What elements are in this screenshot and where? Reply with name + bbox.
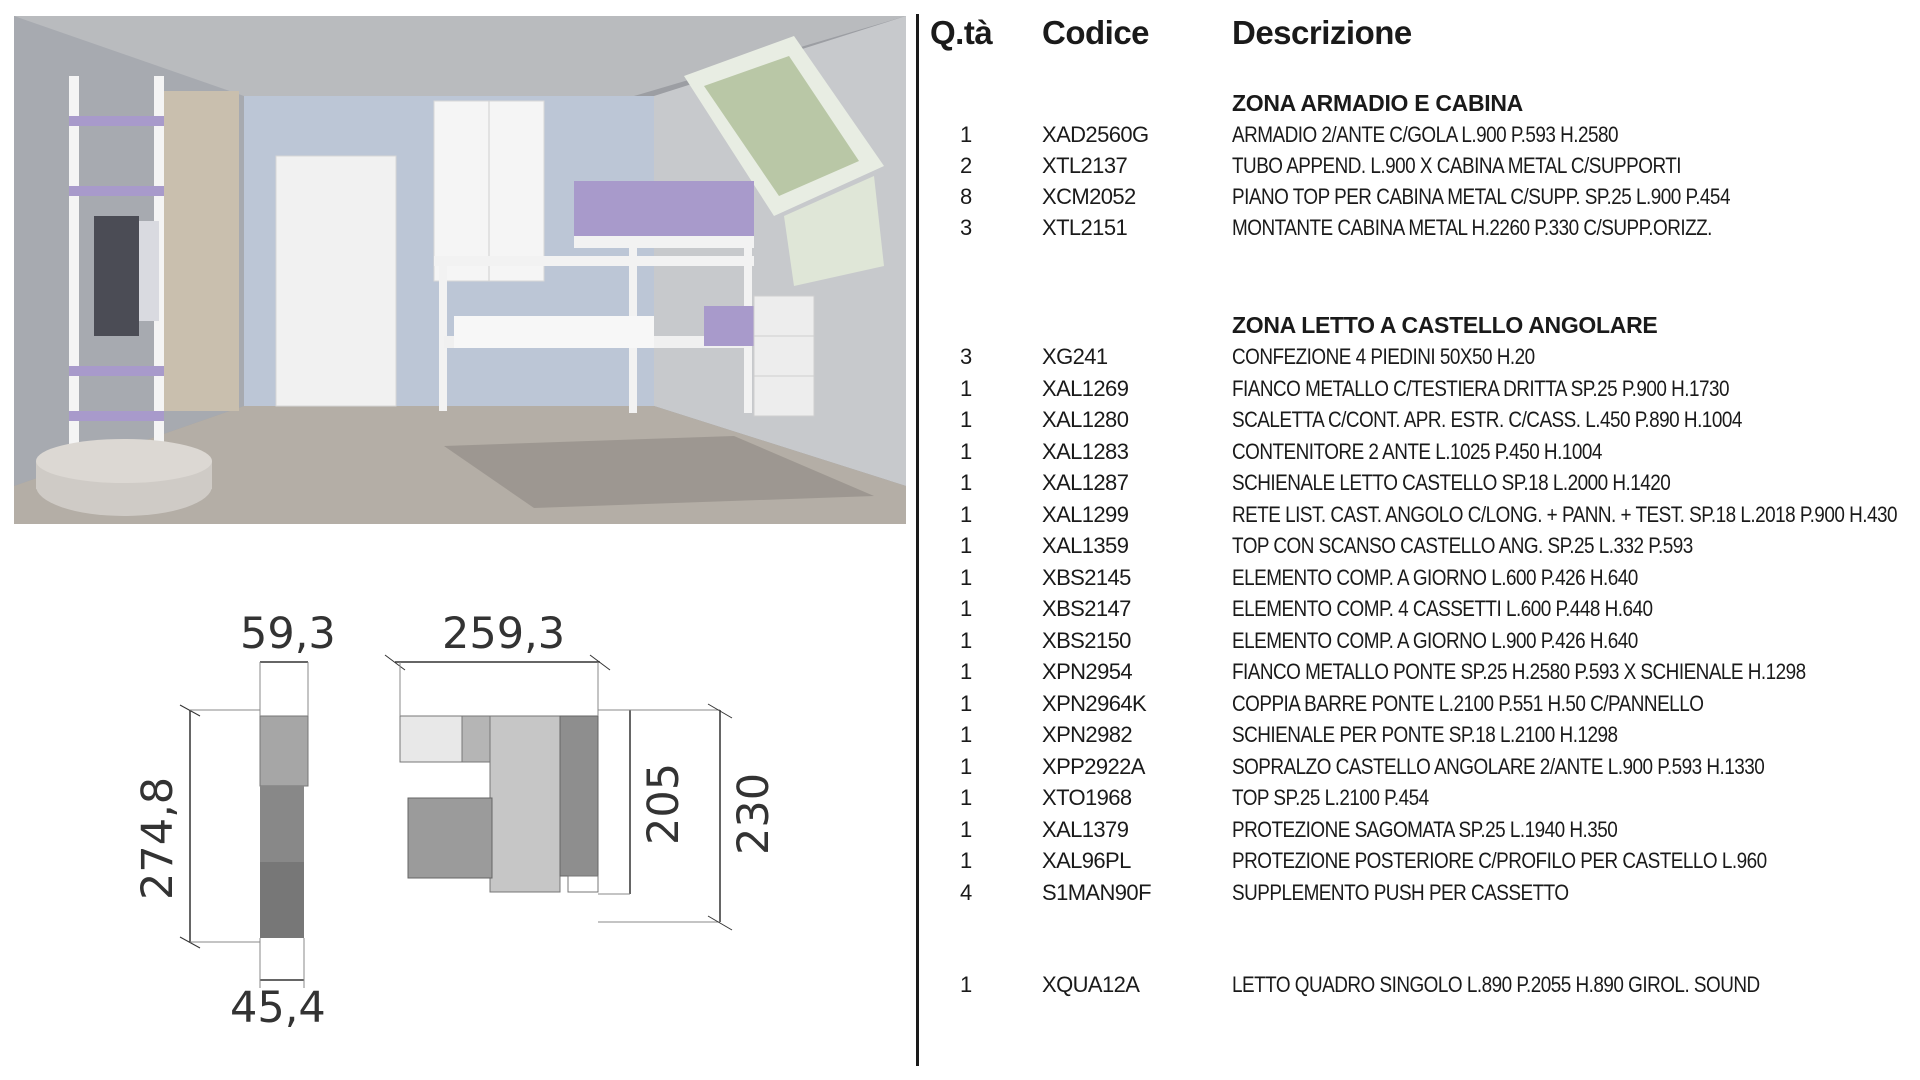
dim-label-depth-left: 45,4 xyxy=(230,983,326,1030)
dim-label-height-left: 274,8 xyxy=(133,776,183,900)
component-list xyxy=(926,0,1920,1080)
list-item: 1 XAL1379 PROTEZIONE SAGOMATA SP.25 L.1940 H.350 xyxy=(960,816,1618,842)
list-item: 1 XPN2954 FIANCO METALLO PONTE SP.25 H.2580 P.593 X SCHIENALE H.1298 xyxy=(960,659,1806,684)
list-item: 3 XTL2151 MONTANTE CABINA METAL H.2260 P.330 C/SUPP.ORIZZ. xyxy=(960,215,1712,240)
list-item: 3 XG241 CONFEZIONE 4 PIEDINI 50X50 H.20 xyxy=(960,344,1535,369)
list-item: 1 XBS2147 ELEMENTO COMP. 4 CASSETTI L.600 P.448 H.640 xyxy=(960,596,1653,621)
list-item: 4 S1MAN90F SUPPLEMENTO PUSH PER CASSETTO xyxy=(960,879,1569,905)
list-item: 1 XAL1269 FIANCO METALLO C/TESTIERA DRITTA SP.25 P.900 H.1730 xyxy=(960,375,1729,401)
list-item: 1 XAD2560G ARMADIO 2/ANTE C/GOLA L.900 P.593 H.2580 xyxy=(960,122,1619,147)
dim-label-width-left: 59,3 xyxy=(240,609,336,659)
header-description: Descrizione xyxy=(1232,14,1412,51)
list-item: 1 XBS2145 ELEMENTO COMP. A GIORNO L.600 P.426 H.640 xyxy=(960,564,1638,590)
column-divider xyxy=(916,14,919,1066)
list-item: 1 XAL1359 TOP CON SCANSO CASTELLO ANG. SP.25 L.332 P.593 xyxy=(960,533,1693,558)
list-item: 1 XPP2922A SOPRALZO CASTELLO ANGOLARE 2/ANTE L.900 P.593 H.1330 xyxy=(960,753,1765,779)
list-item: 1 XAL96PL PROTEZIONE POSTERIORE C/PROFILO PER CASTELLO L.960 xyxy=(960,848,1767,873)
list-item: 1 XBS2150 ELEMENTO COMP. A GIORNO L.900 P.426 H.640 xyxy=(960,627,1638,653)
list-item: 1 XPN2982 SCHIENALE PER PONTE SP.18 L.2100 H.1298 xyxy=(960,722,1618,747)
list-item: 1 XTO1968 TOP SP.25 L.2100 P.454 xyxy=(960,785,1429,810)
list-item: 1 XPN2964K COPPIA BARRE PONTE L.2100 P.551 H.50 C/PANNELLO xyxy=(960,690,1704,716)
section-title-bunk: ZONA LETTO A CASTELLO ANGOLARE xyxy=(1232,312,1658,338)
floor-plan-drawing xyxy=(120,600,820,1030)
room-render-image xyxy=(14,16,906,524)
dim-label-width-right: 259,3 xyxy=(442,609,566,659)
header-qty: Q.tà xyxy=(930,14,993,51)
dim-label-height-right: 230 xyxy=(729,772,779,855)
header-code: Codice xyxy=(1042,14,1150,51)
list-item: 1 XAL1283 CONTENITORE 2 ANTE L.1025 P.450 H.1004 xyxy=(960,438,1602,464)
list-item: 1 XQUA12A LETTO QUADRO SINGOLO L.890 P.2055 H.890 GIROL. SOUND xyxy=(960,972,1760,997)
list-item: 8 XCM2052 PIANO TOP PER CABINA METAL C/SUPP. SP.25 L.900 P.454 xyxy=(960,184,1730,209)
list-item: 1 XAL1299 RETE LIST. CAST. ANGOLO C/LONG. + PANN. + TEST. SP.18 L.2018 P.900 H.430 xyxy=(960,501,1897,527)
section-title-wardrobe: ZONA ARMADIO E CABINA xyxy=(1232,90,1523,116)
list-item: 1 XAL1287 SCHIENALE LETTO CASTELLO SP.18 L.2000 H.1420 xyxy=(960,470,1671,495)
list-item: 2 XTL2137 TUBO APPEND. L.900 X CABINA METAL C/SUPPORTI xyxy=(960,153,1682,178)
list-item: 1 XAL1280 SCALETTA C/CONT. APR. ESTR. C/CASS. L.450 P.890 H.1004 xyxy=(960,407,1742,432)
dim-label-height-mid: 205 xyxy=(639,762,689,845)
